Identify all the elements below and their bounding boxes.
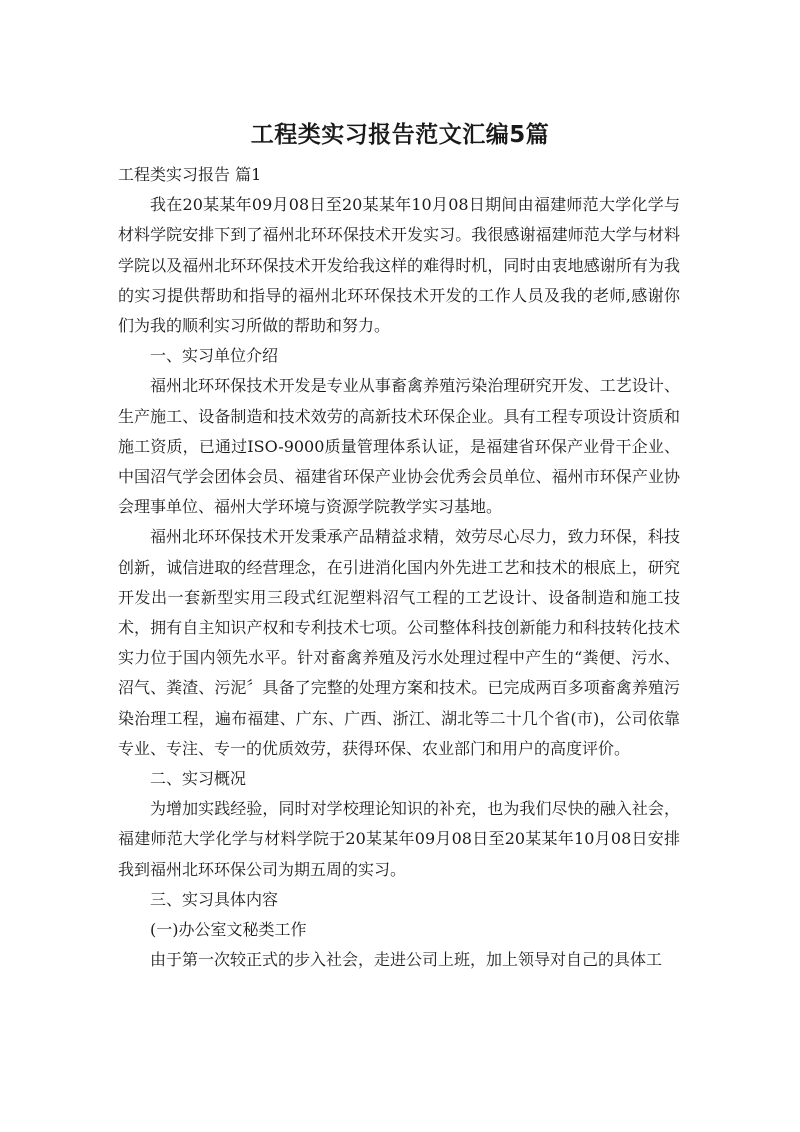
paragraph: 福州北环环保技术开发秉承产品精益求精，效劳尽心尽力，致力环保，科技创新，诚信进取的经营理念，在引进消化国内外先进工艺和技术的根底上，研究开发出一套新型实用三段式红泥塑料沼气工程的工艺设计、设备制造和施工技术，拥有自主知识产权和专利技术七项。公司整体科技创新能力和科技转化技术实力位于国内领先水平。针对畜禽养殖及污水处理过程中产生的“粪便、污水、沼气、粪渣、污泥〞具备了完整的处理方案和技术。已完成两百多项畜禽养殖污染治理工程，遍布福建、广东、广西、浙江、湖北等二十几个省(市)，公司依靠专业、专注、专一的优质效劳，获得环保、农业部门和用户的高度评价。	[118, 527, 680, 758]
paragraph: 为增加实践经验，同时对学校理论知识的补充，也为我们尽快的融入社会，福建师范大学化学与材料学院于20某某年09月08日至20某某年10月08日安排我到福州北环环保公司为期五周的实习。	[118, 799, 680, 879]
section-heading: 工程类实习报告 篇1	[118, 165, 262, 184]
paragraph: 由于第一次较正式的步入社会，走进公司上班，加上领导对自己的具体工	[150, 950, 663, 970]
document-title: 工程类实习报告范文汇编5篇	[250, 122, 550, 148]
subsection-heading: (一)办公室文秘类工作	[150, 920, 307, 940]
section-heading: 二、实习概况	[150, 769, 247, 789]
section-heading: 三、实习具体内容	[150, 889, 279, 909]
paragraph: 福州北环环保技术开发是专业从事畜禽养殖污染治理研究开发、工艺设计、生产施工、设备制造和技术效劳的高新技术环保企业。具有工程专项设计资质和施工资质，已通过ISO-9000质量管理体系认证，是福建省环保产业骨干企业、中国沼气学会团体会员、福建省环保产业协会优秀会员单位、福州市环保产业协会理事单位、福州大学环境与资源学院教学实习基地。	[118, 376, 680, 517]
document-body	[118, 160, 680, 975]
paragraph: 我在20某某年09月08日至20某某年10月08日期间由福建师范大学化学与材料学院安排下到了福州北环环保技术开发实习。我很感谢福建师范大学与材料学院以及福州北环环保技术开发给我这样的难得时机，同时由衷地感谢所有为我的实习提供帮助和指导的福州北环环保技术开发的工作人员及我的老师,感谢你们为我的顺利实习所做的帮助和努力。	[118, 195, 680, 336]
section-heading: 一、实习单位介绍	[150, 346, 279, 366]
